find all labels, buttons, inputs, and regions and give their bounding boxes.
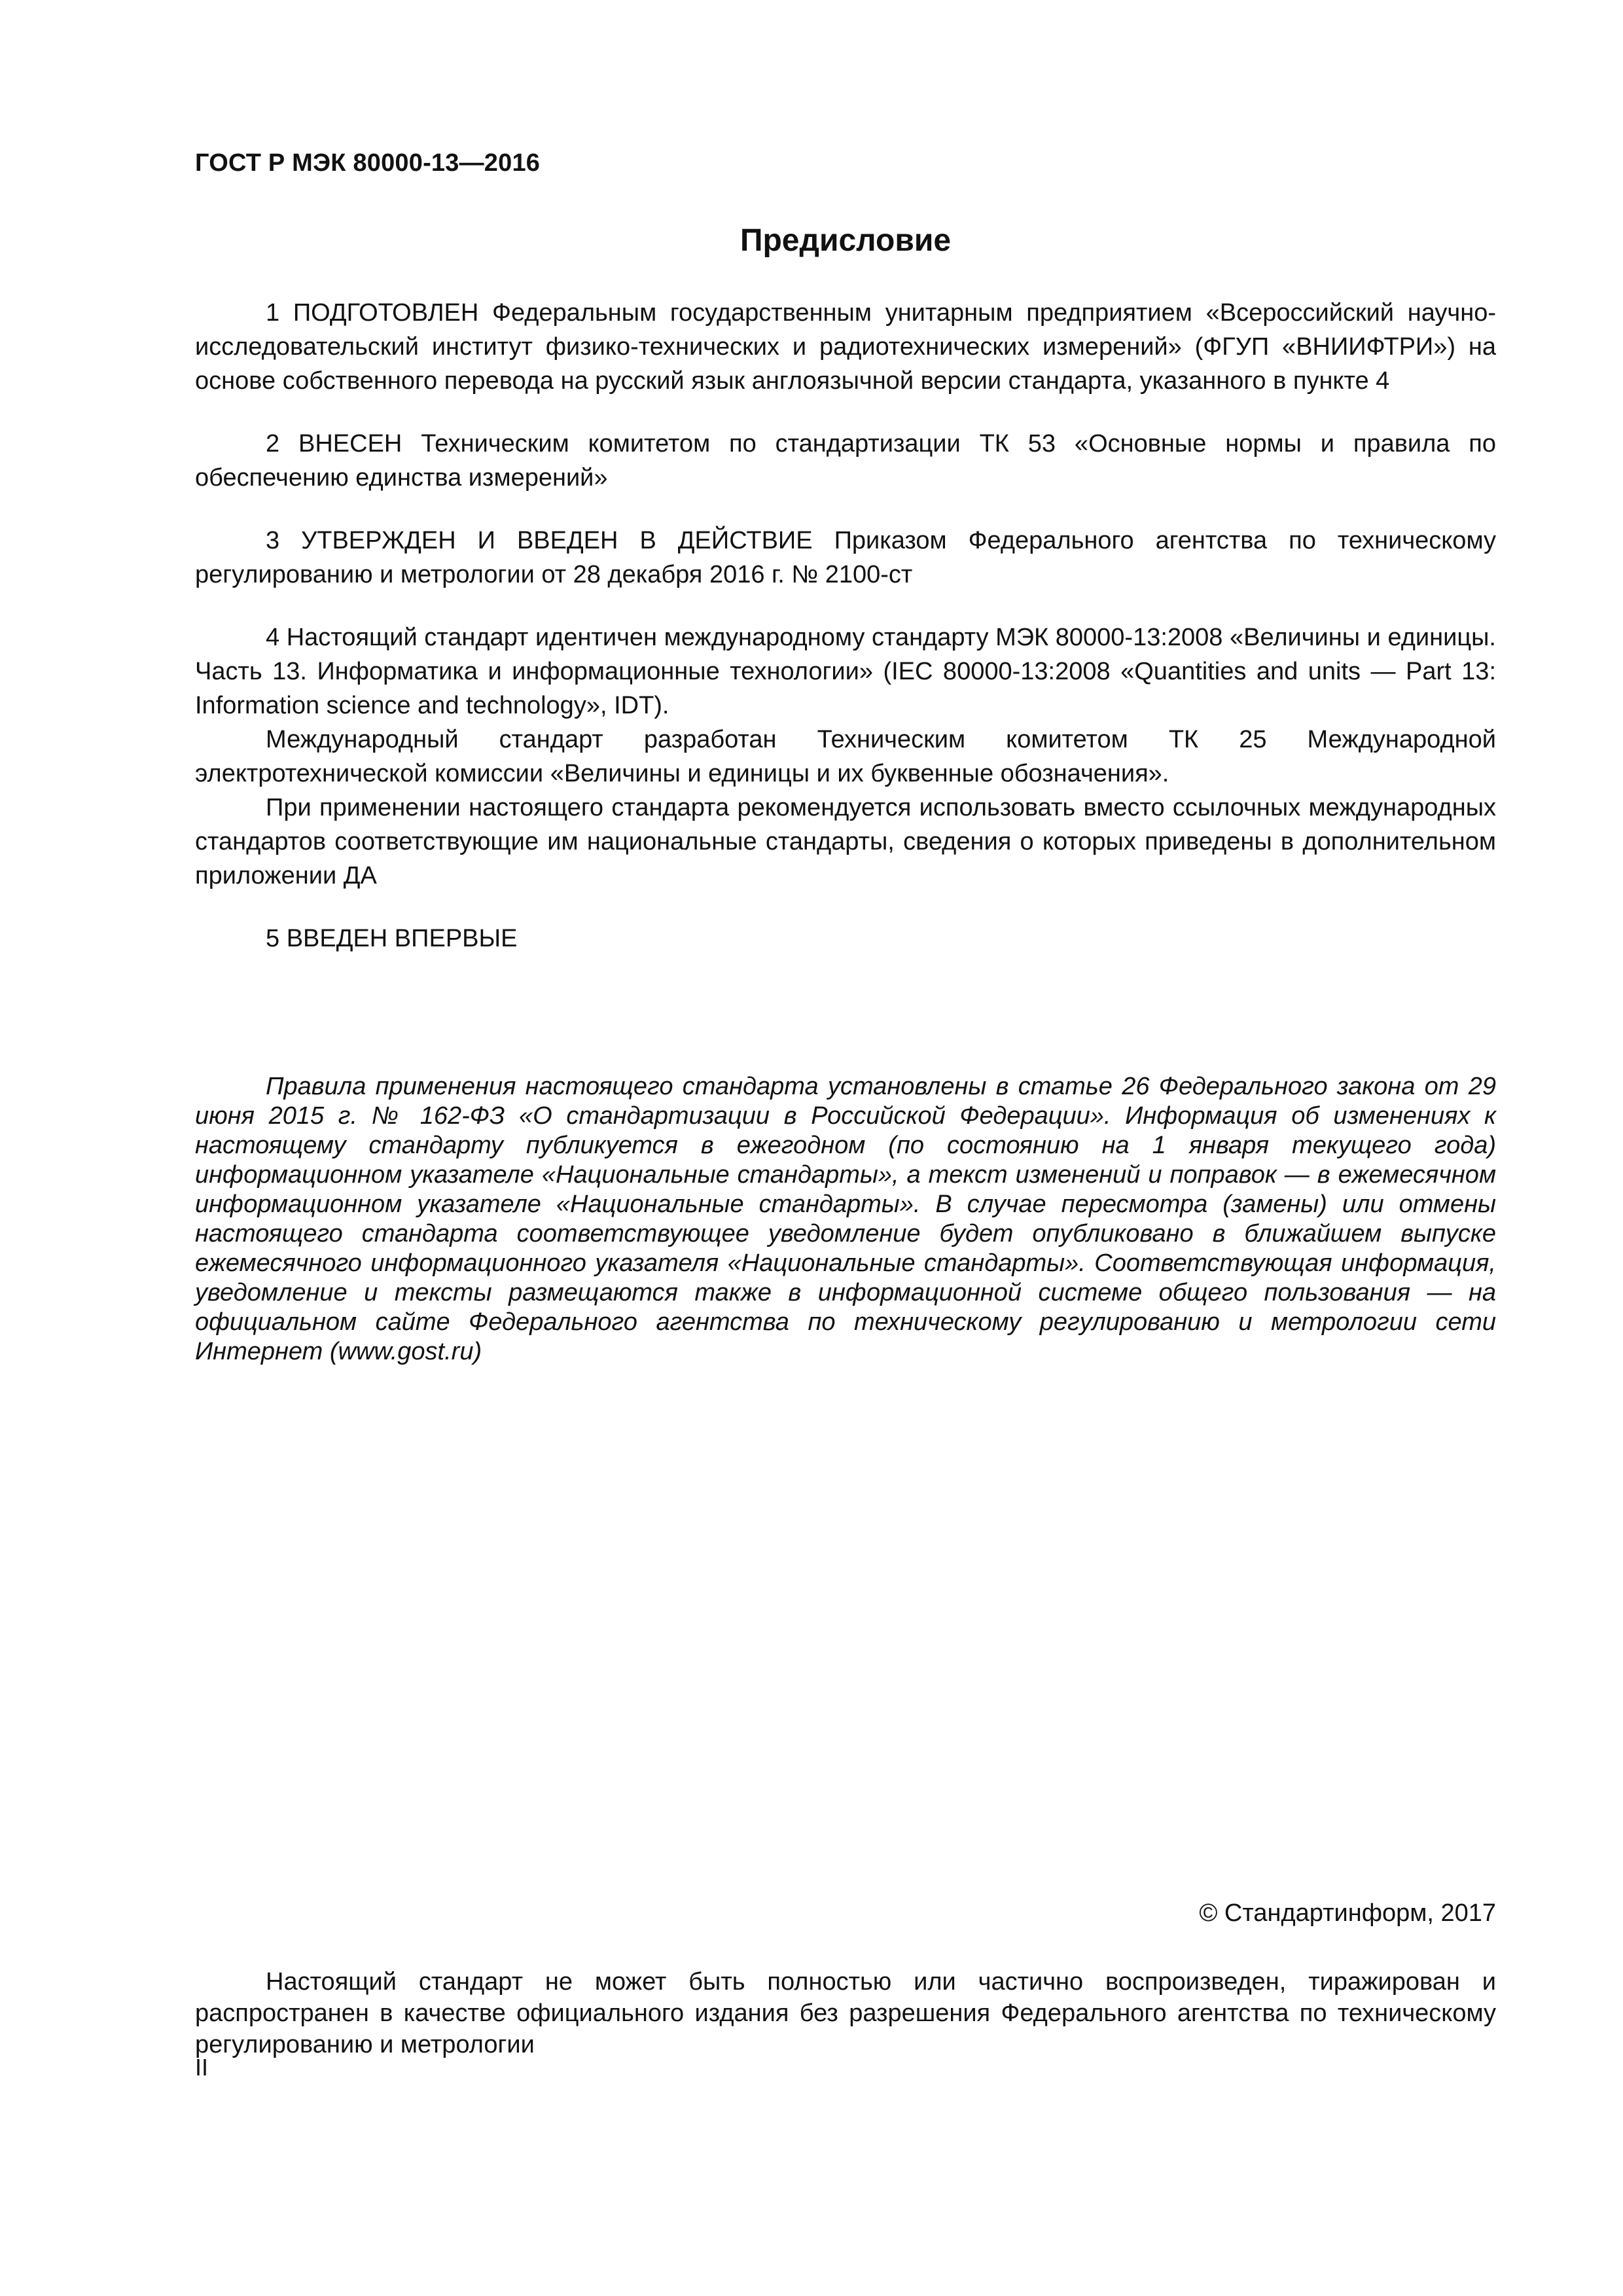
foreword-item-5: 5 ВВЕДЕН ВПЕРВЫЕ xyxy=(266,925,518,952)
foreword-item-4-paragraph-3: При применении настоящего стандарта рекомендуется использовать вместо ссылочных международных стандартов соответствующие им национальные стандарты, сведения о которых приведены в дополнительном приложении ДА xyxy=(195,794,1496,889)
rules-notice-text: Правила применения настоящего стандарта установлены в статье 26 Федерального закона от 29 июня 2015 г. № 162-ФЗ «О стандартизации в Российской Федерации». Информация об изменениях к настоящему стандарту публикуется в ежегодном (по состоянию на 1 января текущего года) информационном указателе «Национальные стандарты», а текст изменений и поправок — в ежемесячном информационном указателе «Национальные стандарты». В случае пересмотра (замены) или отмены настоящего стандарта соответствующее уведомление будет опубликовано в ближайшем выпуске ежемесячного информационного указателя «Национальные стандарты». Соответствующая информация, уведомление и тексты размещаются также в информационной системе общего пользования — на официальном сайте Федерального агентства по техническому регулированию и метрологии сети Интернет (www.gost.ru) xyxy=(195,1073,1496,1365)
document-code: ГОСТ Р МЭК 80000-13—2016 xyxy=(195,149,541,177)
reproduction-notice xyxy=(195,1966,1496,2060)
foreword-item-3: 3 УТВЕРЖДЕН И ВВЕДЕН В ДЕЙСТВИЕ Приказом Федерального агентства по техническому регулированию и метрологии от 28 декабря 2016 г. № 2100-ст xyxy=(195,527,1496,588)
page-number: II xyxy=(195,2054,209,2081)
foreword-item-1: 1 ПОДГОТОВЛЕН Федеральным государственным унитарным предприятием «Всероссийский научно-исследовательский институт физико-технических и радиотехнических измерений» (ФГУП «ВНИИФТРИ») на основе собственного перевода на русский язык англоязычной версии стандарта, указанного в пункте 4 xyxy=(195,299,1496,395)
foreword-item-4: 4 Настоящий стандарт идентичен международному стандарту МЭК 80000-13:2008 «Величины и единицы. Часть 13. Информатика и информационные технологии» (IEC 80000-13:2008 «Quantities and units — Part 13: Information science and technology», IDT). xyxy=(195,624,1496,719)
rules-notice xyxy=(195,1072,1496,1367)
foreword-item-2: 2 ВНЕСЕН Техническим комитетом по стандартизации ТК 53 «Основные нормы и правила по обеспечению единства измерений» xyxy=(195,430,1496,492)
reproduction-notice-text: Настоящий стандарт не может быть полностью или частично воспроизведен, тиражирован и распространен в качестве официального издания без разрешения Федерального агентства по техническому регулированию и метрологии xyxy=(195,1968,1496,2058)
page-title: Предисловие xyxy=(740,223,952,258)
foreword-section xyxy=(195,296,1496,956)
copyright-notice: © Стандартинформ, 2017 xyxy=(1199,1899,1496,1927)
foreword-item-4-paragraph-2: Международный стандарт разработан Техническим комитетом ТК 25 Международной электротехнической комиссии «Величины и единицы и их буквенные обозначения». xyxy=(195,726,1496,787)
